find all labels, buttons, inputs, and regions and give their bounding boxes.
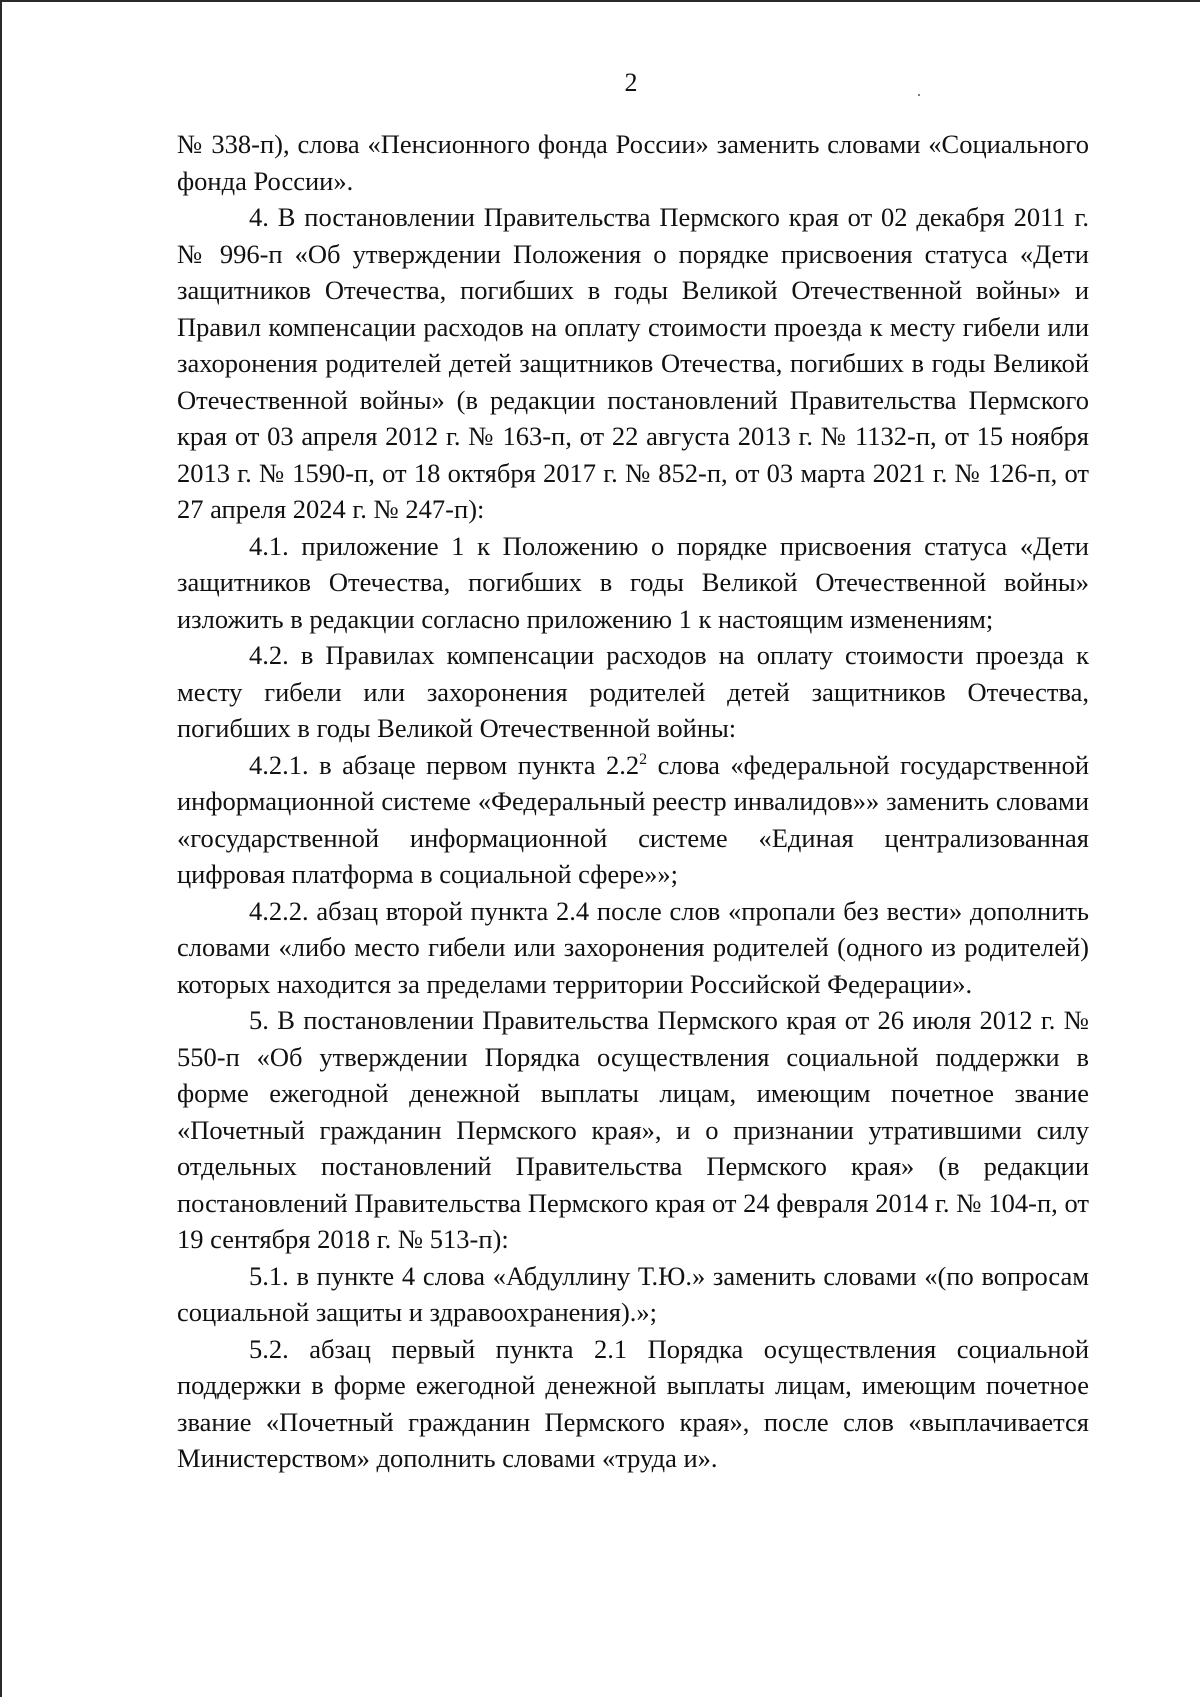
superscript-index: 2	[639, 750, 648, 768]
document-body	[177, 126, 1089, 1477]
paragraph-continuation: № 338-п), слова «Пенсионного фонда России» заменить словами «Социального фонда России».	[177, 129, 1089, 196]
paragraph-item-4-2-1-text-start: 4.2.1. в абзаце первом пункта 2.2	[249, 749, 640, 780]
paragraph-item-5-2: 5.2. абзац первый пункта 2.1 Порядка осуществления социальной поддержки в форме ежегодной денежной выплаты лицам, имеющим почетное звание «Почетный гражданин Пермского края», после слов «выплачивается Министерством» дополнить словами «труда и».	[177, 1333, 1089, 1473]
paragraph-item-4-2-1	[177, 747, 1089, 893]
paragraph-item-4-2-2: 4.2.2. абзац второй пункта 2.4 после слов «пропали без вести» дополнить словами «либо место гибели или захоронения родителей (одного из родителей) которых находится за пределами территории Российской Федерации».	[177, 895, 1089, 999]
scan-speck	[918, 94, 920, 96]
paragraph-item-5-1: 5.1. в пункте 4 слова «Абдуллину Т.Ю.» заменить словами «(по вопросам социальной защиты и здравоохранения).»;	[177, 1260, 1089, 1327]
paragraph-item-4-1: 4.1. приложение 1 к Положению о порядке присвоения статуса «Дети защитников Отечества, погибших в годы Великой Отечественной войны» изложить в редакции согласно приложению 1 к настоящим изменениям;	[177, 530, 1089, 634]
page-number: 2	[624, 68, 638, 97]
paragraph-item-5: 5. В постановлении Правительства Пермского края от 26 июля 2012 г. № 550-п «Об утверждении Порядка осуществления социальной поддержки в форме ежегодной денежной выплаты лицам, имеющим почетное звание «Почетный гражданин Пермского края», и о признании утратившими силу отдельных постановлений Правительства Пермского края» (в редакции постановлений Правительства Пермского края от 24 февраля 2014 г. № 104-п, от 19 сентября 2018 г. № 513-п):	[177, 1005, 1089, 1254]
paragraph-item-4-2: 4.2. в Правилах компенсации расходов на оплату стоимости проезда к месту гибели или захоронения родителей детей защитников Отечества, погибших в годы Великой Отечественной войны:	[177, 640, 1089, 743]
paragraph-item-4: 4. В постановлении Правительства Пермского края от 02 декабря 2011 г. № 996-п «Об утверждении Положения о порядке присвоения статуса «Дети защитников Отечества, погибших в годы Великой Отечественной войны» и Правил компенсации расходов на оплату стоимости проезда к месту гибели или захоронения родителей детей защитников Отечества, погибших в годы Великой Отечественной войны» (в редакции постановлений Правительства Пермского края от 03 апреля 2012 г. № 163-п, от 22 августа 2013 г. № 1132-п, от 15 ноября 2013 г. № 1590-п, от 18 октября 2017 г. № 852-п, от 03 марта 2021 г. № 126-п, от 27 апреля 2024 г. № 247-п):	[177, 202, 1089, 524]
paragraph-item-4-2-1-text-end: слова «федеральной государственной информационной системе «Федеральный реестр инвалидов»» заменить словами «государственной информационной системе «Единая централизованная цифровая платформа в социальной сфере»»;	[177, 749, 1089, 889]
